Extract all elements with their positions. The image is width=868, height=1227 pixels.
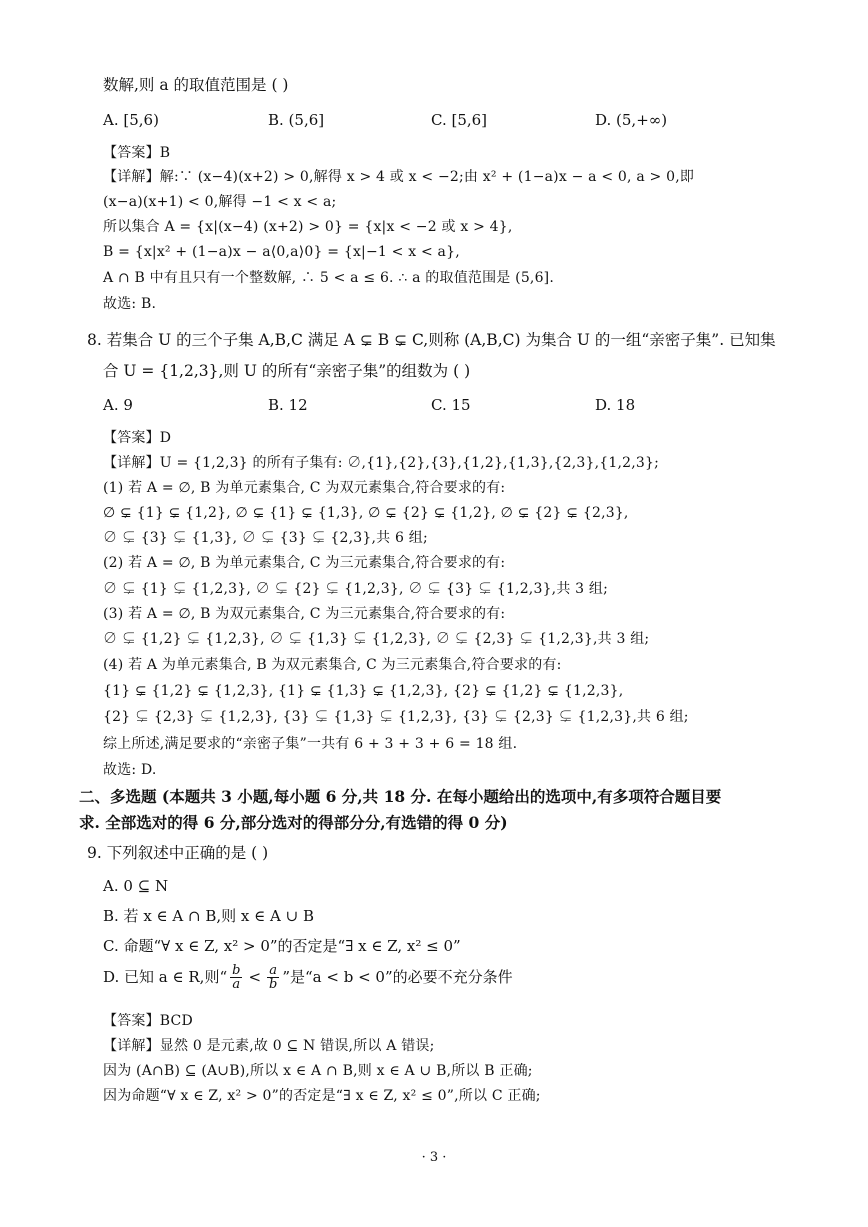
q8-detail-line: {1} ⊊ {1,2} ⊊ {1,2,3}, {1} ⊊ {1,3} ⊊ {1,2,3}, {2} ⊊ {1,2} ⊊ {1,2,3}, [103,683,624,699]
q8-detail-line: (4) 若 A 为单元素集合, B 为双元素集合, C 为三元素集合,符合要求的有: [103,657,562,673]
q7-detail-line: 【详解】解:∵ (x−4)(x+2) > 0,解得 x > 4 或 x < −2;由 x² + (1−a)x − a < 0, a > 0,即 [103,169,695,185]
q9-option-c: C. 命题“∀ x ∈ Z, x² > 0”的否定是“∃ x ∈ Z, x² ≤ 0” [103,937,461,955]
q9-option-d-suffix: ”是“a < b < 0”的必要不充分条件 [282,968,513,986]
q9-option-b: B. 若 x ∈ A ∩ B,则 x ∈ A ∪ B [103,907,314,925]
q8-stem-line: 8. 若集合 U 的三个子集 A,B,C 满足 A ⊊ B ⊊ C,则称 (A,B,C) 为集合 U 的一组“亲密子集”. 已知集 [87,331,776,349]
q9-stem: 9. 下列叙述中正确的是 ( ) [87,844,269,862]
fraction-denominator: b [269,977,278,992]
q8-option-d: D. 18 [595,396,636,414]
q8-detail-line: 【详解】U = {1,2,3} 的所有子集有: ∅,{1},{2},{3},{1,2},{1,3},{2,3},{1,2,3}; [103,455,659,471]
q8-detail-line: (1) 若 A = ∅, B 为单元素集合, C 为双元素集合,符合要求的有: [103,480,506,496]
fraction [267,964,279,991]
q8-option-b: B. 12 [268,396,308,414]
q8-detail-line: (2) 若 A = ∅, B 为单元素集合, C 为三元素集合,符合要求的有: [103,555,506,571]
q7-detail-line: 所以集合 A = {x|(x−4) (x+2) > 0} = {x|x < −2 或 x > 4}, [103,219,513,235]
q8-option-a: A. 9 [103,396,133,414]
less-than-sign: < [248,968,262,986]
q8-detail-line: ∅ ⊊ {1,2} ⊊ {1,2,3}, ∅ ⊊ {1,3} ⊊ {1,2,3}, ∅ ⊊ {2,3} ⊊ {1,2,3},共 3 组; [103,631,650,647]
q9-option-d [103,964,513,991]
q8-detail-line: 综上所述,满足要求的“亲密子集”一共有 6 + 3 + 3 + 6 = 18 组. [103,736,518,752]
q9-option-a: A. 0 ⊆ N [103,877,169,895]
q8-option-c: C. 15 [431,396,471,414]
section-heading-line: 二、多选题 (本题共 3 小题,每小题 6 分,共 18 分. 在每小题给出的选项中,有多项符合题目要 [79,787,722,806]
q8-detail-line: {2} ⊊ {2,3} ⊊ {1,2,3}, {3} ⊊ {1,3} ⊊ {1,2,3}, {3} ⊊ {2,3} ⊊ {1,2,3},共 6 组; [103,709,689,725]
q7-option-a: A. [5,6) [103,111,159,129]
fraction-denominator: a [232,977,241,992]
q9-detail-line: 因为命题“∀ x ∈ Z, x² > 0”的否定是“∃ x ∈ Z, x² ≤ 0”,所以 C 正确; [103,1088,541,1104]
section-heading-line: 求. 全部选对的得 6 分,部分选对的得部分分,有选错的得 0 分) [79,813,508,832]
q7-detail-line: 故选: B. [103,296,157,312]
fraction-numerator: a [269,963,278,978]
q7-detail-line: (x−a)(x+1) < 0,解得 −1 < x < a; [103,194,337,210]
fraction [230,964,242,991]
q7-stem-tail: 数解,则 a 的取值范围是 ( ) [103,76,289,94]
q7-detail-line: B = {x|x² + (1−a)x − a⟨0,a⟩0} = {x|−1 < x < a}, [103,244,460,260]
page-number: · 3 · [421,1150,447,1165]
q9-answer: 【答案】BCD [103,1013,193,1029]
q7-option-c: C. [5,6] [431,111,488,129]
q9-option-d-prefix: D. 已知 a ∈ R,则“ [103,968,228,986]
q8-detail-line: ∅ ⊊ {1} ⊊ {1,2,3}, ∅ ⊊ {2} ⊊ {1,2,3}, ∅ ⊊ {3} ⊊ {1,2,3},共 3 组; [103,581,609,597]
q9-detail-line: 因为 (A∩B) ⊆ (A∪B),所以 x ∈ A ∩ B,则 x ∈ A ∪ B,所以 B 正确; [103,1063,533,1079]
q8-detail-line: 故选: D. [103,762,157,778]
q9-detail-line: 【详解】显然 0 是元素,故 0 ⊆ N 错误,所以 A 错误; [103,1038,435,1054]
q7-option-d: D. (5,+∞) [595,111,668,129]
q8-detail-line: (3) 若 A = ∅, B 为双元素集合, C 为三元素集合,符合要求的有: [103,606,506,622]
fraction-numerator: b [232,963,241,978]
q8-stem-line: 合 U = {1,2,3},则 U 的所有“亲密子集”的组数为 ( ) [103,362,471,380]
q8-detail-line: ∅ ⊊ {1} ⊊ {1,2}, ∅ ⊊ {1} ⊊ {1,3}, ∅ ⊊ {2} ⊊ {1,2}, ∅ ⊊ {2} ⊊ {2,3}, [103,505,629,521]
q8-answer: 【答案】D [103,430,172,446]
q7-answer: 【答案】B [103,145,171,161]
q7-option-b: B. (5,6] [268,111,325,129]
q7-detail-line: A ∩ B 中有且只有一个整数解, ∴ 5 < a ≤ 6. ∴ a 的取值范围是 (5,6]. [103,270,554,286]
q8-detail-line: ∅ ⊊ {3} ⊊ {1,3}, ∅ ⊊ {3} ⊊ {2,3},共 6 组; [103,530,428,546]
